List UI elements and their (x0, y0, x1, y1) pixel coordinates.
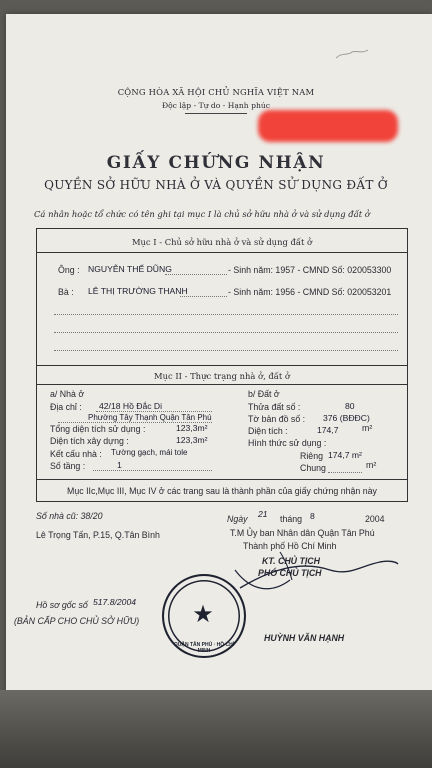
owner2-prefix: Bà : (58, 287, 74, 297)
copy-note: (BẢN CẤP CHO CHỦ SỞ HỮU) (14, 616, 140, 626)
house-total-area-label: Tổng diện tích sử dụng : (50, 424, 146, 434)
issuer-line-1: T.M Ủy ban Nhân dân Quận Tân Phú (230, 528, 375, 538)
certificate-intro: Cá nhân hoặc tổ chức có tên ghi tại mục I là chủ sở hữu nhà ở và sử dụng đất ở (34, 209, 370, 219)
house-address-label: Địa chỉ : (50, 402, 82, 412)
motto-underline (185, 113, 247, 114)
land-area-value: 174,7 (317, 425, 339, 435)
house-built-area-value: 123,3m² (176, 435, 208, 445)
owner1-name: NGUYỄN THẾ DŨNG (88, 264, 172, 274)
date-year: 2004 (365, 514, 385, 524)
section1-heading: Mục I - Chủ sở hữu nhà ở và sử dụng đất ở (131, 237, 313, 247)
land-plot-label: Thửa đất số : (248, 402, 301, 412)
date-prefix: Ngày (227, 514, 248, 524)
issuer-line-3: KT. CHỦ TỊCH (262, 556, 320, 566)
section1-divider (37, 252, 407, 253)
house-address-value: 42/18 Hồ Đắc Di (99, 401, 163, 411)
date-month: 8 (310, 511, 315, 521)
owner1-details: - Sinh năm: 1957 - CMND Số: 020053300 (228, 265, 392, 275)
land-shared-unit: m² (366, 460, 377, 470)
section2-heading: Mục II - Thực trạng nhà ở, đất ở (154, 371, 290, 381)
date-month-label: tháng (280, 514, 303, 524)
owner1-prefix: Ông : (58, 265, 80, 275)
owner2-details: - Sinh năm: 1956 - CMND Số: 020053201 (228, 287, 392, 297)
blank-line-3 (54, 350, 398, 351)
house-floors-value: 1 (117, 460, 122, 470)
owner1-dots (165, 274, 227, 275)
land-plot-value: 80 (345, 401, 355, 411)
record-prefix: Hồ sơ gốc số (36, 600, 88, 610)
house-ward-value: Phường Tây Thạnh Quận Tân Phú (88, 413, 212, 422)
land-area-unit: m² (362, 423, 373, 433)
national-motto: Độc lập - Tự do - Hạnh phúc (161, 101, 270, 110)
land-private-label: Riêng (300, 451, 323, 461)
record-value: 517.8/2004 (93, 597, 137, 607)
house-total-area-value: 123,3m² (176, 423, 208, 433)
section2-top-divider (37, 365, 407, 366)
table-surface (0, 690, 432, 768)
house-heading: a/ Nhà ở (50, 389, 85, 399)
issuer-line-2: Thành phố Hồ Chí Minh (243, 541, 337, 551)
seal-ring-text: QUẬN TÂN PHÚ · HỒ CHÍ MINH (173, 642, 235, 654)
address-dots (96, 411, 212, 412)
section2-heading-divider (37, 384, 407, 385)
owner2-name: LÊ THỊ TRƯỜNG THANH (88, 286, 188, 296)
land-map-value: 376 (BĐĐC) (323, 413, 370, 423)
land-heading: b/ Đất ở (248, 389, 280, 399)
note-divider (37, 479, 407, 480)
owner2-dots (180, 296, 227, 297)
blank-line-2 (54, 332, 398, 333)
redaction-mark (258, 110, 398, 142)
land-private-value: 174,7 m² (328, 450, 362, 460)
land-shared-label: Chung (300, 463, 326, 473)
signature-strokes (210, 540, 400, 600)
land-map-label: Tờ bản đồ số : (248, 414, 306, 424)
house-built-area-label: Diện tích xây dựng : (50, 436, 129, 446)
pencil-note-mark (296, 40, 376, 70)
seal-star-icon: ★ (192, 600, 214, 628)
date-day: 21 (258, 509, 268, 519)
floors-dots (93, 470, 212, 471)
house-floors-label: Số tầng : (50, 461, 86, 471)
certificate-subtitle: QUYỀN SỞ HỮU NHÀ Ở VÀ QUYỀN SỬ DỤNG ĐẤT Ở (44, 178, 388, 192)
issuer-line-4: PHÓ CHỦ TỊCH (258, 568, 322, 578)
land-area-label: Diện tích : (248, 426, 288, 436)
section-note: Mục IIc,Mục III, Mục IV ở các trang sau là thành phần của giấy chứng nhận này (67, 486, 377, 496)
blank-line-1 (54, 314, 398, 315)
republic-heading: CỘNG HÒA XÃ HỘI CHỦ NGHĨA VIỆT NAM (117, 87, 315, 97)
certificate-title: GIẤY CHỨNG NHẬN (106, 153, 326, 173)
old-house-number: Số nhà cũ: 38/20 (36, 511, 103, 521)
signer-name: HUỲNH VĂN HẠNH (264, 633, 345, 643)
house-structure-value: Tường gạch, mái tole (111, 448, 188, 457)
land-usage-label: Hình thức sử dụng : (248, 438, 327, 448)
shared-dots (328, 472, 362, 473)
old-address: Lê Trọng Tấn, P.15, Q.Tân Bình (36, 530, 160, 540)
house-structure-label: Kết cấu nhà : (50, 449, 102, 459)
